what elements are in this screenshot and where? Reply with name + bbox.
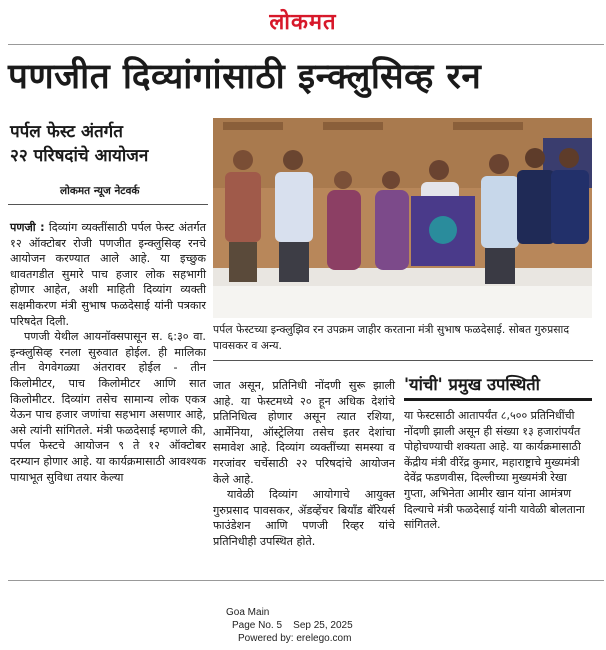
sidebar-box-rule: [404, 398, 592, 401]
photo-illustration: [213, 118, 592, 318]
dateline: पणजी :: [10, 221, 45, 234]
article-column-2: [213, 378, 395, 550]
page-footer: [190, 606, 390, 645]
article-column-1: [10, 220, 206, 485]
column-1-paragraph-1: [10, 220, 206, 329]
newspaper-masthead: [0, 6, 606, 40]
photo-caption: पर्पल फेस्टच्या इन्क्लुझिव रन उपक्रम जाहीर करताना मंत्री सुभाष फळदेसाई. सोबत गुरुप्रसाद पावसकर व अन्य.: [213, 323, 570, 352]
masthead-logo: लोकमत: [269, 10, 337, 35]
sidebar-box-text: या फेस्टसाठी आतापर्यंत ८,५०० प्रतिनिधींची नोंदणी झाली असून ही संख्या १३ हजारांपर्यंत पोहोचण्याची शक्यता आहे. या कार्यक्रमासाठी केंद्रीय मंत्री वीरेंद्र कुमार, महाराष्ट्राचे मुख्यमंत्री देवेंद्र फडणवीस, दिल्लीच्या मुख्यमंत्री रेखा गुप्ता, अभिनेता आमीर खान यांना आमंत्रण दिल्याचे मंत्री फळदेसाई यांनी यावेळी बोलताना सांगितले.: [404, 409, 585, 532]
subhead-line-1: पर्पल फेस्ट अंतर्गत: [10, 122, 123, 142]
top-divider: [8, 44, 604, 45]
byline-divider: [8, 204, 208, 205]
paragraph-1-text: दिव्यांग व्यक्तींसाठी पर्पल फेस्ट अंतर्गत १२ ऑक्टोबर रोजी पणजीत इन्क्लुसिव्ह रनचे आयोजन करण्यात आले आहे. या इच्छुक धावतगडीत सुमारे पाच हजार लोक सहभागी होणार आहेत, अशी माहिती दिव्यांग व्यक्ती सक्षमीकरण मंत्री सुभाष फळदेसाई यांनी पत्रकार परिषदेत दिली.: [10, 221, 207, 328]
footer-edition: Goa Main: [226, 607, 270, 618]
article-headline: पणजीत दिव्यांगांसाठी इन्क्लुसिव्ह रन: [8, 57, 482, 97]
footer-page-date: Page No. 5 Sep 25, 2025: [232, 620, 353, 631]
article-byline: लोकमत न्यूज नेटवर्क: [60, 185, 140, 197]
bottom-divider: [8, 580, 604, 581]
article-subhead: [10, 120, 200, 168]
column-2-paragraph-1: जात असून, प्रतिनिधी नोंदणी सुरू झाली आहे. या फेस्टमध्ये २० हून अधिक देशांचे प्रतिनिधित्व होणार असून त्यात रशिया, आर्मेनिया, ऑस्ट्रेलिया तसेच इतर देशांचा समावेश आहे. दिव्यांग व्यक्तींच्या समस्या व गरजांवर चर्चेसाठी २२ परिषदांचे आयोजन केले आहे.: [213, 379, 395, 486]
press-conference-photo: [213, 118, 592, 318]
subhead-line-2: २२ परिषदांचे आयोजन: [10, 146, 149, 166]
caption-divider: [213, 360, 593, 361]
column-1-paragraph-2: पणजी येथील आयनॉक्सपासून स. ६:३० वा. इन्क्लुसिव्ह रनला सुरुवात होईल. ही मालिका तीन वेगवेगळ्या अंतरावर होईल - तीन किलोमीटर, पाच किलोमीटर आणि सात किलोमीटर. दिव्यांग तसेच सामान्य लोक एकत्र येऊन पाच हजार जणांचा सहभाग असणार आहे, असे त्यांनी सांगितले. मंत्री फळदेसाई म्हणाले की, पर्पल फेस्टचे आयोजन ९ ते १२ ऑक्टोबर दरम्यान होणार आहे. या कार्यक्रमासाठी आवश्यक पायाभूत सुविधा तयार केल्या: [10, 330, 206, 484]
column-2-paragraph-2: यावेळी दिव्यांग आयोगाचे आयुक्त गुरुप्रसाद पावसकर, ॲडव्हेंचर बियॉंड बॅरियर्स फाउंडेशन आणि पणजी रिव्हर यांचे प्रतिनिधीही उपस्थित होते.: [213, 488, 395, 548]
sidebar-box-title: 'यांची' प्रमुख उपस्थिती: [404, 375, 540, 394]
footer-powered-by[interactable]: Powered by: erelego.com: [238, 633, 352, 644]
